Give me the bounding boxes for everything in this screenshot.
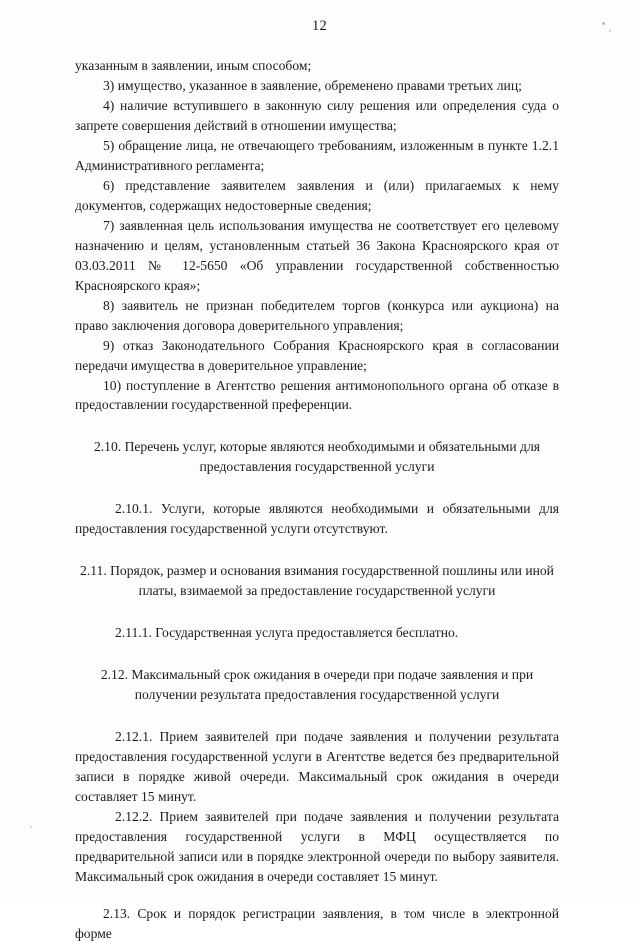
paragraph-line-continuation: указанным в заявлении, иным способом;: [75, 58, 312, 73]
heading-2-12: 2.12. Максимальный срок ожидания в очереди при подаче заявления и при получении результата предоставления государственной услуги: [100, 667, 534, 703]
heading-2-11: 2.11. Порядок, размер и основания взимания государственной пошлины или иной платы, взимаемой за предоставление государственной услуги: [80, 563, 554, 599]
paragraph-2-11-1: 2.11.1. Государственная услуга предоставляется бесплатно.: [115, 625, 459, 641]
spacer: [75, 887, 559, 904]
paragraph-item-9: 9) отказ Законодательного Собрания Красноярского края в согласовании передачи имущества в доверительное управление;: [75, 337, 559, 373]
document-body: [75, 56, 559, 944]
paragraph-2-12-2: 2.12.2. Прием заявителей при подаче заявления и получении результата предоставления государственной услуги в МФЦ осуществляется по предварительной записи или в порядке электронной очереди по выбору заявителя. Максимальный срок ожидания в очереди составляет 15 минут.: [75, 809, 559, 884]
paper-speck-icon: [30, 826, 32, 828]
paragraph-2-10-1: 2.10.1. Услуги, которые являются необходимыми и обязательными для предоставления государственной услуги отсутствуют.: [75, 501, 559, 537]
paragraph-item-7: 7) заявленная цель использования имущества не соответствует его целевому назначению и целям, установленным статьей 36 Закона Красноярского края от 03.03.2011 № 12-5650 «Об управлении государственной собственностью Красноярского края»;: [75, 217, 559, 293]
paper-speck-icon: [609, 30, 611, 32]
paragraph-item-6: 6) представление заявителем заявления и (или) прилагаемых к нему документов, содержащих недостоверные сведения;: [75, 177, 559, 213]
spacer: [75, 477, 559, 499]
spacer: [75, 539, 559, 561]
page-number: 12: [312, 18, 327, 34]
spacer: [75, 415, 559, 437]
paragraph-item-10: 10) поступление в Агентство решения антимонопольного органа об отказе в предоставлении государственной преференции.: [75, 377, 559, 413]
spacer: [75, 705, 559, 727]
paragraph-item-8: 8) заявитель не признан победителем торгов (конкурса или аукциона) на право заключения договора доверительного управления;: [75, 297, 559, 333]
spacer: [75, 643, 559, 665]
paragraph-2-13: 2.13. Срок и порядок регистрации заявления, в том числе в электронной форме: [75, 905, 559, 941]
heading-2-10: 2.10. Перечень услуг, которые являются необходимыми и обязательными для предоставления государственной услуги: [93, 439, 540, 475]
paragraph-2-12-1: 2.12.1. Прием заявителей при подаче заявления и получении результата предоставления государственной услуги в Агентстве ведется без предварительной записи в порядке живой очереди. Максимальный срок ожидания в очереди составляет 15 минут.: [75, 729, 559, 805]
paragraph-item-3: 3) имущество, указанное в заявление, обременено правами третьих лиц;: [103, 77, 522, 93]
paragraph-item-5: 5) обращение лица, не отвечающего требованиям, изложенным в пункте 1.2.1 Административного регламента;: [75, 137, 559, 173]
spacer: [75, 601, 559, 623]
paper-speck-icon: [602, 22, 605, 25]
paragraph-item-4: 4) наличие вступившего в законную силу решения или определения суда о запрете совершения действий в отношении имущества;: [75, 97, 559, 133]
